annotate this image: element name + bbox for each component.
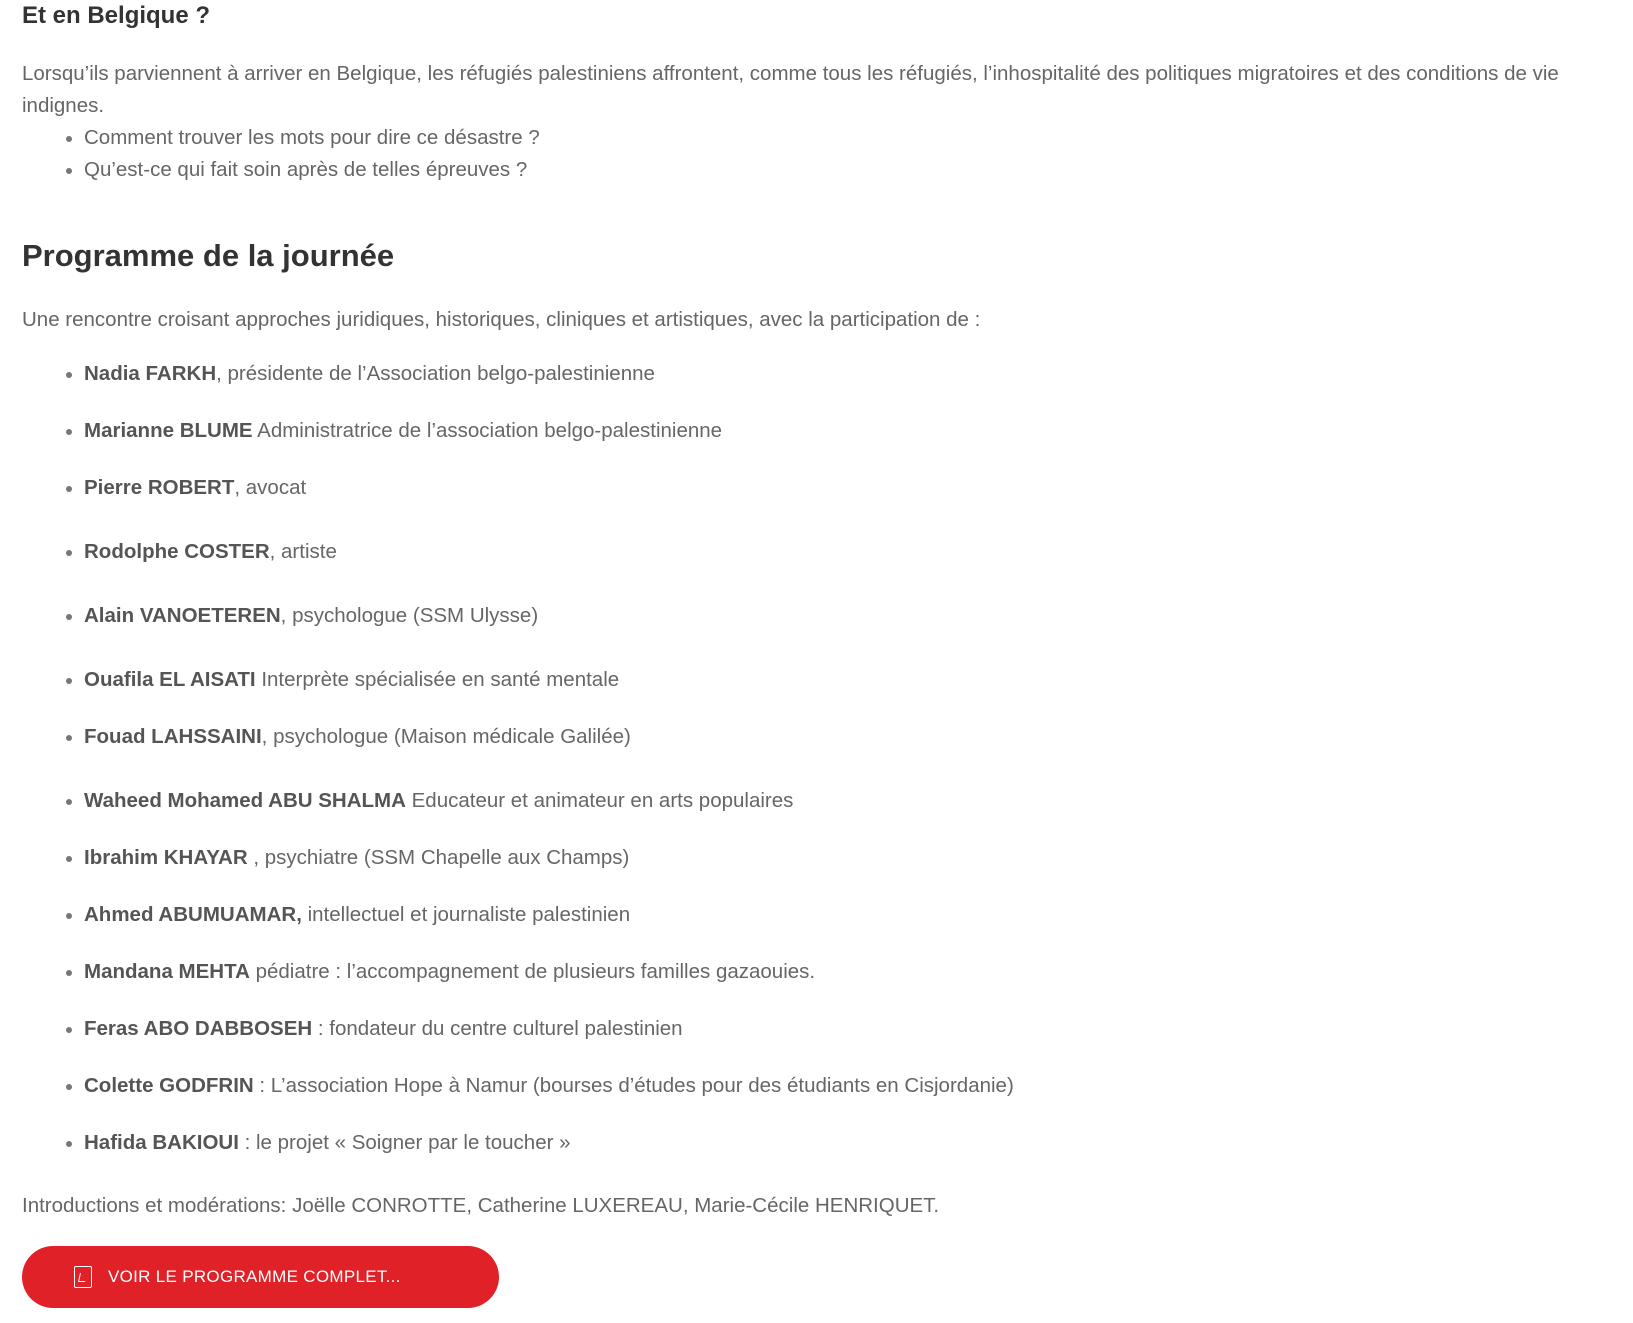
list-item: [62, 1127, 571, 1159]
view-programme-label: VOIR LE PROGRAMME COMPLET...: [108, 1267, 401, 1286]
participant-name: Fouad LAHSSAINI: [84, 725, 262, 748]
participant-role: Administratrice de l’association belgo-palestinienne: [252, 419, 723, 442]
participant-role: , psychologue (SSM Ulysse): [280, 604, 539, 627]
moderations-text: Introductions et modérations: Joëlle CONROTTE, Catherine LUXEREAU, Marie-Cécile HENRIQUET.: [22, 1194, 940, 1217]
participant-role: Interprète spécialisée en santé mentale: [255, 668, 620, 691]
list-item: [62, 956, 815, 988]
questions-list: [62, 122, 540, 186]
participant-role: , psychologue (Maison médicale Galilée): [261, 725, 631, 748]
participant-role: Educateur et animateur en arts populaires: [405, 789, 794, 812]
list-item: [62, 1013, 683, 1045]
list-item: [62, 721, 631, 753]
participant-role: intellectuel et journaliste palestinien: [301, 903, 631, 926]
list-item: [62, 664, 619, 696]
participant-name: Ahmed ABUMUAMAR,: [84, 903, 302, 926]
participant-role: : fondateur du centre culturel palestinien: [312, 1017, 683, 1040]
participant-role: pédiatre : l’accompagnement de plusieurs familles gazaouies.: [249, 960, 816, 983]
list-item: [62, 536, 337, 568]
participant-role: , présidente de l’Association belgo-palestinienne: [216, 362, 655, 385]
programme-lead: Une rencontre croisant approches juridiques, historiques, cliniques et artistiques, avec la participation de :: [22, 308, 981, 331]
participant-name: Waheed Mohamed ABU SHALMA: [84, 789, 406, 812]
participant-name: Ouafila EL AISATI: [84, 668, 256, 691]
participant-role: : L’association Hope à Namur (bourses d’études pour des étudiants en Cisjordanie): [253, 1074, 1014, 1097]
participant-name: Mandana MEHTA: [84, 960, 250, 983]
participant-name: Rodolphe COSTER: [84, 540, 270, 563]
list-item: [62, 358, 655, 390]
participant-name: Feras ABO DABBOSEH: [84, 1017, 313, 1040]
list-item: Qu’est-ce qui fait soin après de telles épreuves ?: [62, 154, 540, 186]
participant-name: Pierre ROBERT: [84, 476, 235, 499]
participant-name: Colette GODFRIN: [84, 1074, 254, 1097]
participant-name: Hafida BAKIOUI: [84, 1131, 239, 1154]
participant-role: : le projet « Soigner par le toucher »: [238, 1131, 571, 1154]
list-item: [62, 415, 722, 447]
list-item: [62, 1070, 1014, 1102]
list-item: [62, 785, 793, 817]
pdf-icon: [74, 1266, 92, 1288]
participant-role: , artiste: [269, 540, 337, 563]
list-item: [62, 472, 306, 504]
participant-role: , avocat: [234, 476, 307, 499]
list-item: [62, 600, 538, 632]
participant-name: Alain VANOETEREN: [84, 604, 281, 627]
section-heading-belgique: Et en Belgique ?: [22, 2, 211, 29]
participant-name: Marianne BLUME: [84, 419, 253, 442]
participant-role: , psychiatre (SSM Chapelle aux Champs): [247, 846, 630, 869]
list-item: [62, 899, 630, 931]
list-item: Comment trouver les mots pour dire ce désastre ?: [62, 122, 540, 154]
list-item: [62, 842, 629, 874]
belgique-paragraph: Lorsqu’ils parviennent à arriver en Belgique, les réfugiés palestiniens affrontent, comme tous les réfugiés, l’inhospitalité des politiques migratoires et des conditions de vie indignes.: [22, 62, 1559, 117]
participant-name: Nadia FARKH: [84, 362, 217, 385]
page-title: Programme de la journée: [22, 238, 395, 273]
view-programme-button[interactable]: [22, 1246, 499, 1308]
participant-name: Ibrahim KHAYAR: [84, 846, 248, 869]
